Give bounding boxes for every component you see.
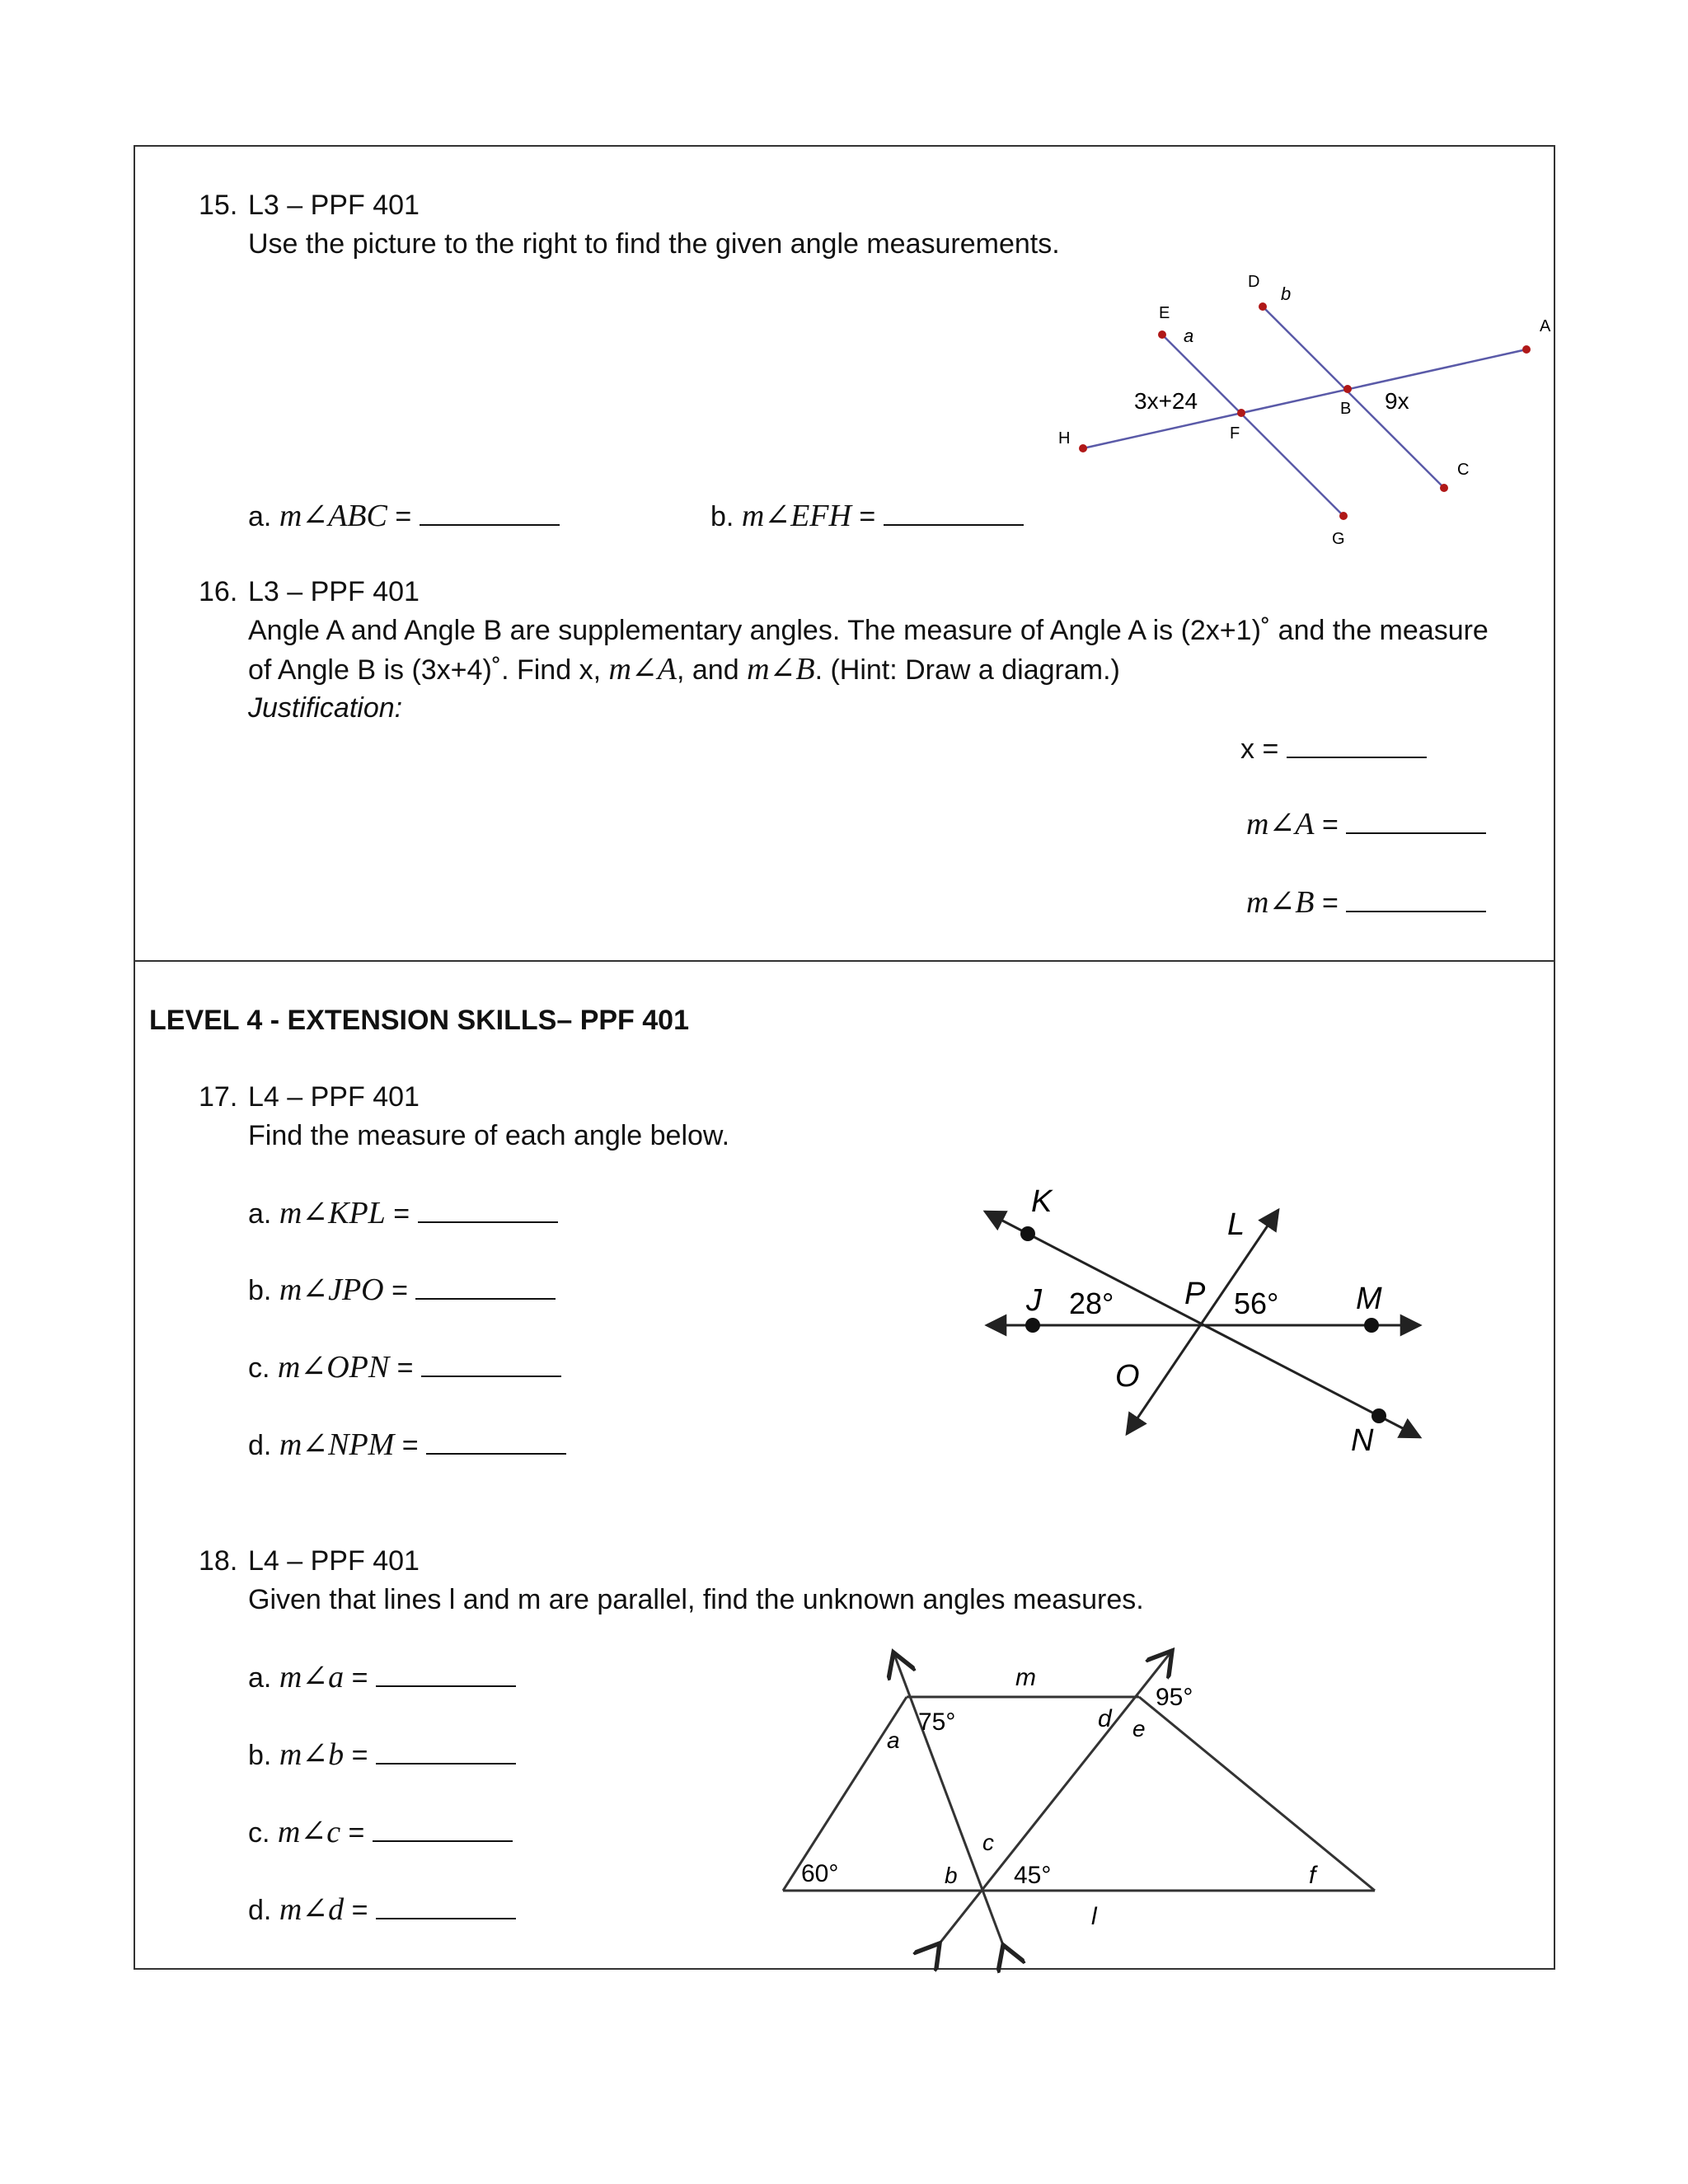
q15-point-b (1343, 385, 1352, 393)
q17-d-eq: = (401, 1430, 419, 1461)
q17-b-expr: m∠JPO (279, 1272, 384, 1307)
q17-label-m: M (1356, 1282, 1382, 1316)
q18-label-d: d (1098, 1705, 1112, 1732)
q18-c-expr: m∠c (277, 1815, 341, 1849)
q15-point-g (1339, 512, 1348, 520)
q17-a-eq: = (393, 1198, 410, 1230)
q18-code: L4 – PPF 401 (248, 1545, 420, 1577)
q18-b-eq: = (351, 1740, 368, 1771)
q18-c-eq: = (348, 1817, 365, 1849)
q15-angle-right: 9x (1385, 388, 1409, 414)
q16-ma-answer (1246, 808, 1486, 841)
level4-heading: LEVEL 4 - EXTENSION SKILLS– PPF 401 (149, 1005, 689, 1036)
q15-label-line-b: b (1281, 284, 1292, 304)
q16-number: 16. (199, 576, 238, 607)
q15-point-a (1522, 345, 1531, 354)
q17-line-ol (1127, 1210, 1278, 1434)
q16-mb-answer (1246, 886, 1486, 920)
q15-b-eq: = (859, 501, 876, 532)
q17-d-expr: m∠NPM (279, 1427, 395, 1462)
q15-a-expr: m∠ABC (279, 499, 387, 533)
q18-d-eq: = (351, 1895, 368, 1926)
q15-code: L3 – PPF 401 (248, 190, 420, 221)
q18-label-e: e (1132, 1716, 1146, 1741)
q15-line-b (1263, 307, 1444, 488)
q15-a-line (248, 499, 560, 533)
q15-point-c (1440, 484, 1448, 492)
q15-label-g: G (1332, 530, 1345, 548)
q17-item-c (248, 1351, 561, 1385)
q15-point-f (1237, 409, 1245, 417)
q15-instruction: Use the picture to the right to find the given angle measurements. (248, 228, 1060, 260)
q18-a-eq: = (351, 1662, 368, 1694)
q18-d-label: d. (248, 1895, 272, 1926)
q18-label-a: a (887, 1727, 900, 1753)
q15-label-f: F (1230, 424, 1240, 443)
q16-line2 (248, 653, 1120, 687)
q18-item-a (248, 1661, 516, 1694)
q17-point-k (1020, 1226, 1035, 1241)
q18-c-label: c. (248, 1817, 270, 1849)
q17-d-blank[interactable] (426, 1428, 566, 1455)
q16-justification: Justification: (248, 692, 403, 724)
q16-ma-blank[interactable] (1346, 808, 1486, 834)
q15-a-answer-blank[interactable] (420, 499, 560, 526)
q18-a-label: a. (248, 1662, 272, 1694)
q17-item-b (248, 1273, 556, 1307)
q16-and: , and (676, 654, 739, 686)
q15-label-a: A (1540, 317, 1551, 335)
q17-point-m (1364, 1318, 1379, 1333)
q18-item-b (248, 1738, 516, 1772)
q16-x-blank[interactable] (1287, 732, 1427, 758)
q17-instruction: Find the measure of each angle below. (248, 1120, 730, 1151)
q16-mA: m∠A (608, 652, 677, 687)
q17-label-o: O (1115, 1359, 1140, 1394)
q15-a-label: a. (248, 501, 272, 532)
q16-x-answer (1240, 732, 1427, 766)
q18-label-f: f (1309, 1862, 1316, 1889)
q18-transversal-2 (940, 1651, 1172, 1943)
q18-number: 18. (199, 1545, 238, 1577)
q15-b-label: b. (710, 501, 734, 532)
q18-d-blank[interactable] (376, 1893, 516, 1919)
q18-d-expr: m∠d (279, 1892, 345, 1927)
q17-label-l: L (1227, 1207, 1245, 1242)
q18-a-expr: m∠a (279, 1660, 345, 1694)
q17-item-d (248, 1428, 566, 1462)
q17-angle-56: 56° (1234, 1286, 1279, 1320)
q18-b-expr: m∠b (279, 1737, 345, 1772)
q16-line2-start: of Angle B is (3x+4)˚. Find x, (248, 654, 602, 686)
q18-angle-60: 60° (801, 1860, 839, 1887)
q16-ma-eq: = (1321, 809, 1339, 841)
q18-label-m: m (1015, 1664, 1036, 1691)
q18-b-blank[interactable] (376, 1738, 516, 1765)
q17-item-a (248, 1197, 558, 1230)
q18-label-l: l (1091, 1903, 1097, 1930)
q17-c-expr: m∠OPN (277, 1350, 390, 1385)
q18-a-blank[interactable] (376, 1661, 516, 1687)
q15-point-h (1079, 444, 1087, 452)
q15-point-d (1259, 302, 1267, 311)
q15-label-d: D (1248, 273, 1260, 291)
q17-intersecting-lines-figure (977, 1179, 1438, 1458)
q18-angle-95: 95° (1156, 1684, 1193, 1711)
q17-number: 17. (199, 1081, 238, 1113)
q18-label-c: c (982, 1830, 994, 1855)
q16-code: L3 – PPF 401 (248, 576, 420, 607)
q17-code: L4 – PPF 401 (248, 1081, 420, 1113)
q16-mb-eq: = (1321, 888, 1339, 919)
q18-c-blank[interactable] (373, 1816, 513, 1842)
q15-b-line (710, 499, 1024, 533)
q17-point-n (1372, 1408, 1386, 1423)
q15-number: 15. (199, 190, 238, 221)
q16-x-label: x = (1240, 733, 1279, 765)
q18-item-d (248, 1893, 516, 1927)
q17-label-p: P (1184, 1277, 1206, 1311)
q15-point-e (1158, 330, 1166, 339)
q17-c-label: c. (248, 1352, 270, 1384)
q18-label-b: b (945, 1863, 958, 1888)
q18-instruction: Given that lines l and m are parallel, find the unknown angles measures. (248, 1584, 1144, 1615)
q16-hint: . (Hint: Draw a diagram.) (814, 654, 1120, 686)
q18-parallel-lines-figure (775, 1644, 1385, 1949)
q15-label-line-a: a (1184, 326, 1194, 346)
q17-label-n: N (1351, 1423, 1374, 1458)
q17-b-blank[interactable] (415, 1273, 556, 1300)
q17-b-eq: = (392, 1275, 408, 1306)
q15-b-expr: m∠EFH (741, 499, 851, 533)
q17-a-expr: m∠KPL (279, 1196, 386, 1230)
q17-b-label: b. (248, 1275, 272, 1306)
q18-right-side (1139, 1697, 1375, 1891)
q16-ma-label: m∠A (1246, 807, 1315, 841)
q17-angle-28: 28° (1069, 1286, 1114, 1320)
q18-b-label: b. (248, 1740, 272, 1771)
q17-label-j: J (1026, 1283, 1042, 1318)
q15-label-b: B (1340, 400, 1352, 418)
q16-mb-blank[interactable] (1346, 886, 1486, 912)
q15-a-eq: = (395, 501, 412, 532)
q18-item-c (248, 1816, 513, 1849)
q15-transversal-figure (1047, 264, 1558, 560)
q17-a-blank[interactable] (418, 1197, 558, 1223)
q15-label-h: H (1058, 429, 1071, 448)
q17-a-label: a. (248, 1198, 272, 1230)
q18-angle-45: 45° (1014, 1862, 1052, 1889)
q17-point-j (1025, 1318, 1040, 1333)
q17-c-eq: = (396, 1352, 414, 1384)
q15-b-answer-blank[interactable] (884, 499, 1024, 526)
q16-mB: m∠B (747, 652, 815, 687)
q18-angle-75: 75° (918, 1708, 956, 1736)
q17-d-label: d. (248, 1430, 272, 1461)
q15-label-c: C (1457, 461, 1470, 479)
q17-c-blank[interactable] (421, 1351, 561, 1377)
q16-mb-label: m∠B (1246, 885, 1315, 920)
q16-line1: Angle A and Angle B are supplementary angles. The measure of Angle A is (2x+1)˚ and the measure (248, 615, 1489, 646)
q15-label-e: E (1159, 304, 1170, 322)
q17-label-k: K (1031, 1184, 1053, 1219)
q15-angle-left: 3x+24 (1134, 388, 1198, 414)
